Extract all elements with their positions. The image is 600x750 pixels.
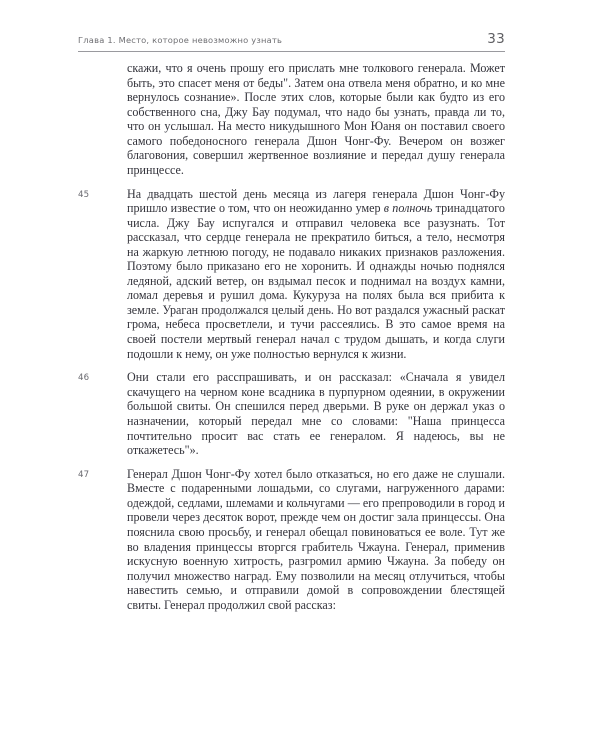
running-head-rule [78, 51, 505, 52]
body-text-block [78, 61, 505, 612]
body-text-run: На двадцать шестой день месяца из лагеря генерала Дшон Чонг-Фу пришло известие о том, что он неожиданно умер [127, 186, 505, 216]
body-paragraph [78, 466, 505, 612]
body-text-run: Генерал Дшон Чонг-Фу хотел было отказаться, но его даже не слушали. Вместе с подаренными лошадьми, со слугами, нагруженного дарами: одеждой, седлами, шлемами и кольчугами — его препроводили в город и провели через десяток ворот, прежде чем он достиг зала принцессы. Она пояснила свою просьбу, и генерал обещал повиноваться ее воле. Тут же во владения принцессы вторгся грабитель Чжауна. Генерал, применив искусную военную хитрость, разгромил армию Чжауна. За победу он получил множество наград. Ему позволили на месяц отлучиться, чтобы навестить семью, и отправили домой в сопровождении блестящей свиты. Генерал продолжил свой рассказ: [127, 466, 505, 612]
body-text-run: тринадцатого числа. Джу Бау испугался и отправил человека все разузнать. Тот рассказал, что сердце генерала не прекратило биться, а тело, несмотря на жаркую летнюю погоду, не подавало никаких признаков разложения. Поэтому было приказано его не хоронить. И однажды ночью поднялся ледяной, адский ветер, он вздымал песок и поднимал на воздух камни, ломал деревья и рушил дома. Кукуруза на полях была вся прибита к земле. Ураган продолжался целый день. Но вот раздался ужасный раскат грома, небеса просветлели, и тучи рассеялись. В это самое время на своей постели мертвый генерал начал с трудом дышать, и когда слуги подошли к нему, он уже полностью вернулся к жизни. [127, 201, 505, 361]
running-head-chapter-title: Глава 1. Место, которое невозможно узнать [78, 35, 283, 45]
margin-section-number: 45 [78, 189, 90, 200]
body-paragraph [127, 61, 505, 177]
body-text-run: скажи, что я очень прошу его прислать мне толкового генерала. Может быть, это спасет меня от беды". Затем она отвела меня обратно, и ко мне вернулось сознание». После этих слов, которые были как будто из его собственного сна, Джу Бау подумал, что надо бы узнать, правда ли то, что он услышал. На место никудышного Мон Юаня он поставил своего самого победоносного генерала Дшон Чонг-Фу. Вечером он возжег благовония, совершил жертвенное возлияние и передал душу генерала принцессе. [127, 61, 505, 177]
body-paragraph [78, 370, 505, 458]
body-text-run: Они стали его расспрашивать, и он рассказал: «Сначала я увидел скачущего на черном коне всадника в пурпурном одеянии, в окружении большой свиты. Он спешился перед дверьми. В руке он держал указ о назначении, который передал мне со словами: "Наша принцесса почтительно просит вас стать ее генералом. Я надеюсь, вы не откажетесь"». [127, 370, 505, 458]
margin-section-number: 47 [78, 469, 90, 480]
body-paragraph [78, 186, 505, 362]
margin-section-number: 46 [78, 373, 90, 384]
running-head [78, 31, 505, 47]
page-number: 33 [487, 31, 505, 47]
emphasis-text: в полночь [383, 201, 433, 216]
